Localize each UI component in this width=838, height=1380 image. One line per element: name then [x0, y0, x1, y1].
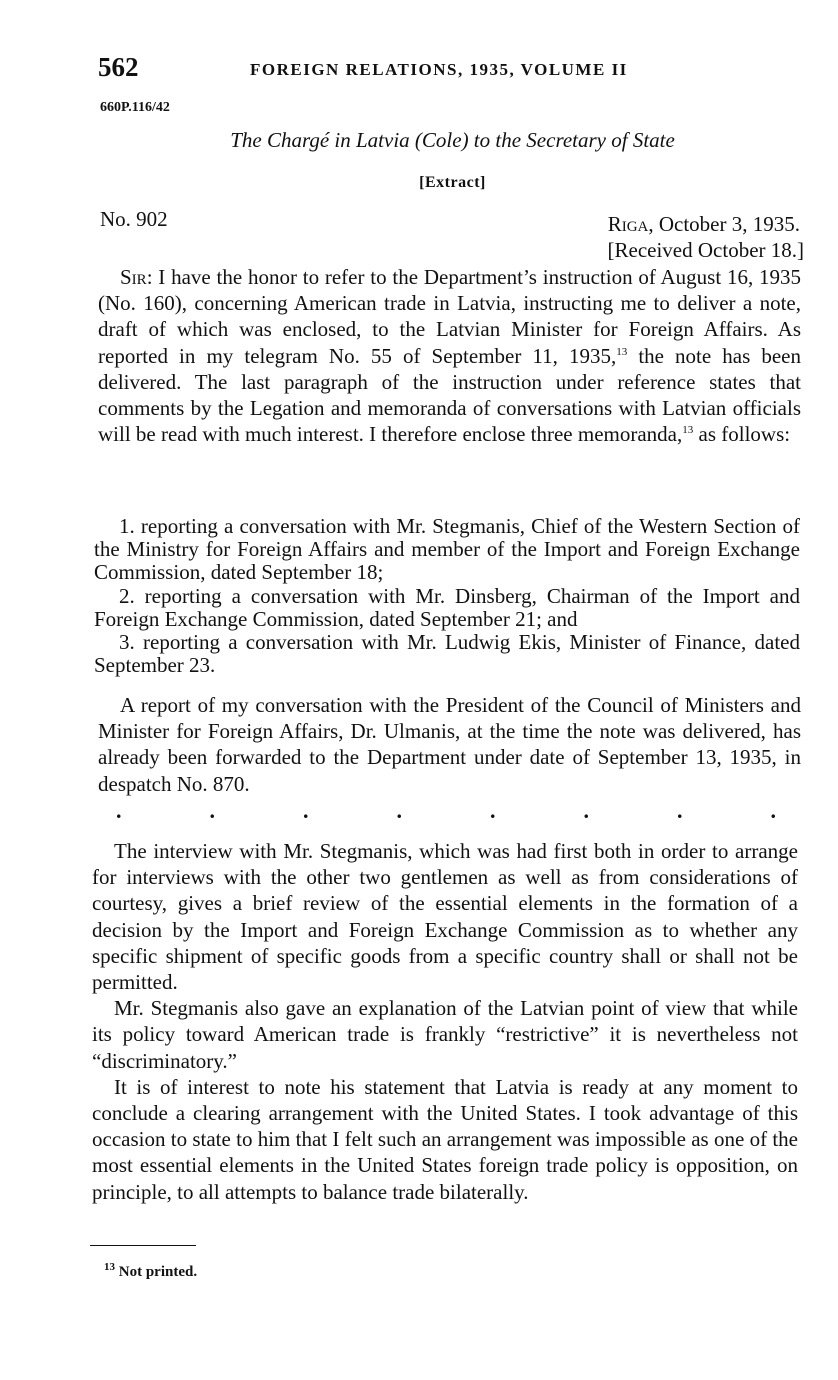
paragraph: It is of interest to note his statement that Latvia is ready at any moment to conclude a clearing arrangement with the United States. I took advantage of this occasion to state to him that I felt such an arrangement was impossible as one of the most essential elements in the United States foreign trade policy is opposition, on principle, to all attempts to balance trade bilaterally. — [92, 1074, 798, 1204]
salutation: Sir — [120, 265, 147, 289]
list-item: 1. reporting a conversation with Mr. Stegmanis, Chief of the Western Section of the Ministry for Foreign Affairs and member of the Import and Foreign Exchange Commission, dated September 18; — [94, 514, 800, 585]
page-number: 562 — [98, 52, 139, 82]
dot: . — [209, 798, 215, 823]
intro-text-2: the note has been delivered. The last paragraph of the instruction under reference states that comments by the Legation and memoranda of conversations with Latvian officials will be read with much interest. I therefore enclose three memoranda, — [98, 343, 801, 447]
dot: . — [116, 798, 122, 823]
report-text: A report of my conversation with the President of the Council of Ministers and Minister for Foreign Affairs, Dr. Ulmanis, at the time the note was delivered, has already been forwarded to the Department under date of September 13, 1935, in despatch No. 870. — [98, 693, 801, 796]
despatch-number: No. 902 — [100, 207, 168, 231]
paragraph: The interview with Mr. Stegmanis, which was had first both in order to arrange for interviews with the other two gentlemen as well as from considerations of courtesy, gives a brief review of the essential elements in the formation of a decision by the Import and Foreign Exchange Commission as to whether any specific shipment of specific goods from a specific country shall or shall not be permitted. — [92, 839, 798, 995]
dot: . — [770, 798, 776, 823]
dot: . — [396, 798, 402, 823]
omission-dots — [116, 800, 776, 822]
footnote-marker: 13 — [104, 1261, 115, 1273]
dot: . — [490, 798, 496, 823]
dot: . — [303, 798, 309, 823]
paragraph: Mr. Stegmanis also gave an explanation of the Latvian point of view that while its policy toward American trade is frankly “restrictive” it is nevertheless not “discriminatory.” — [92, 996, 798, 1073]
dot: . — [677, 798, 683, 823]
intro-text-3: as follows: — [693, 422, 791, 447]
footnote-ref: 13 — [682, 424, 694, 437]
document-title: The Chargé in Latvia (Cole) to the Secretary of State — [230, 128, 675, 152]
enclosure-list — [94, 515, 800, 677]
footnote-divider — [90, 1245, 196, 1246]
page-header — [98, 52, 798, 88]
extract-label: [Extract] — [419, 174, 486, 191]
dateline-date: , October 3, 1935. — [648, 212, 800, 236]
report-paragraph — [98, 692, 801, 797]
footnote — [104, 1261, 198, 1281]
list-item: 2. reporting a conversation with Mr. Dinsberg, Chairman of the Import and Foreign Exchange Commission, dated September 21; and — [94, 583, 800, 631]
received-date: [Received October 18.] — [607, 238, 804, 262]
intro-text-1: : I have the honor to refer to the Department’s instruction of August 16, 1935 (No. 160), concerning American trade in Latvia, instructing me to deliver a note, draft of which was enclosed, to the Latvian Minister for Foreign Affairs. As reported in my telegram No. 55 of September 11, 1935, — [98, 265, 801, 368]
footnote-ref: 13 — [616, 345, 628, 358]
later-paragraphs — [92, 838, 798, 1205]
footnote-text: Not printed. — [115, 1264, 198, 1280]
dateline-place: Riga — [607, 212, 649, 236]
list-item: 3. reporting a conversation with Mr. Ludwig Ekis, Minister of Finance, dated September 23. — [94, 630, 800, 678]
intro-paragraph — [98, 264, 801, 447]
file-number: 660P.116/42 — [100, 100, 170, 115]
dateline — [608, 212, 800, 237]
running-head: FOREIGN RELATIONS, 1935, VOLUME II — [250, 60, 628, 79]
dot: . — [583, 798, 589, 823]
